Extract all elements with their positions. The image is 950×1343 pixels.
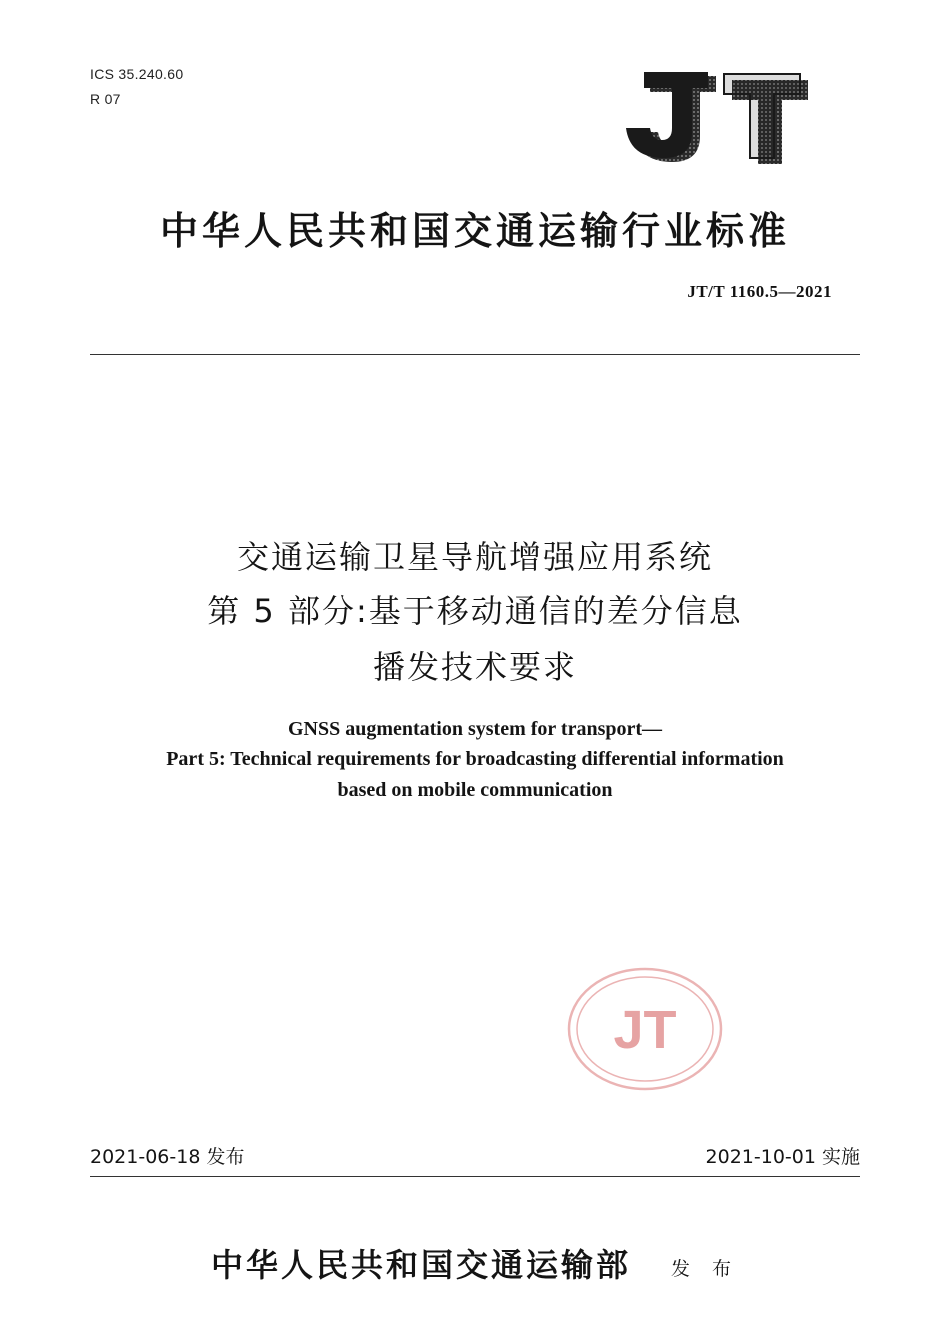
english-title-line-2: Part 5: Technical requirements for broadcasting differential information [166,748,784,770]
jt-seal-icon [566,966,724,1092]
issuer-organization: 中华人民共和国交通运输部 [210,1246,631,1284]
implementation-date: 2021-10-01 实施 [705,1146,860,1168]
jt-logo-icon [620,70,810,166]
chinese-title-line-3: 播发技术要求 [372,648,577,686]
ics-code: ICS 35.240.60 [90,66,184,82]
standard-category-title: 中华人民共和国交通运输行业标准 [159,208,790,253]
ccs-code: R 07 [90,91,121,107]
svg-text:JT: JT [613,1000,677,1060]
english-title-line-1: GNSS augmentation system for transport— [287,718,663,740]
standard-number: JT/T 1160.5—2021 [687,282,832,301]
english-title-line-3: based on mobile communication [337,779,613,801]
chinese-title-line-1: 交通运输卫星导航增强应用系统 [236,538,713,576]
issuer-line [0,1240,950,1286]
chinese-title-line-2: 第 5 部分:基于移动通信的差分信息 [207,592,743,630]
bottom-divider [90,1176,860,1177]
top-divider [90,354,860,355]
issue-date: 2021-06-18 发布 [90,1146,245,1168]
issuer-verb: 发 布 [670,1258,740,1280]
